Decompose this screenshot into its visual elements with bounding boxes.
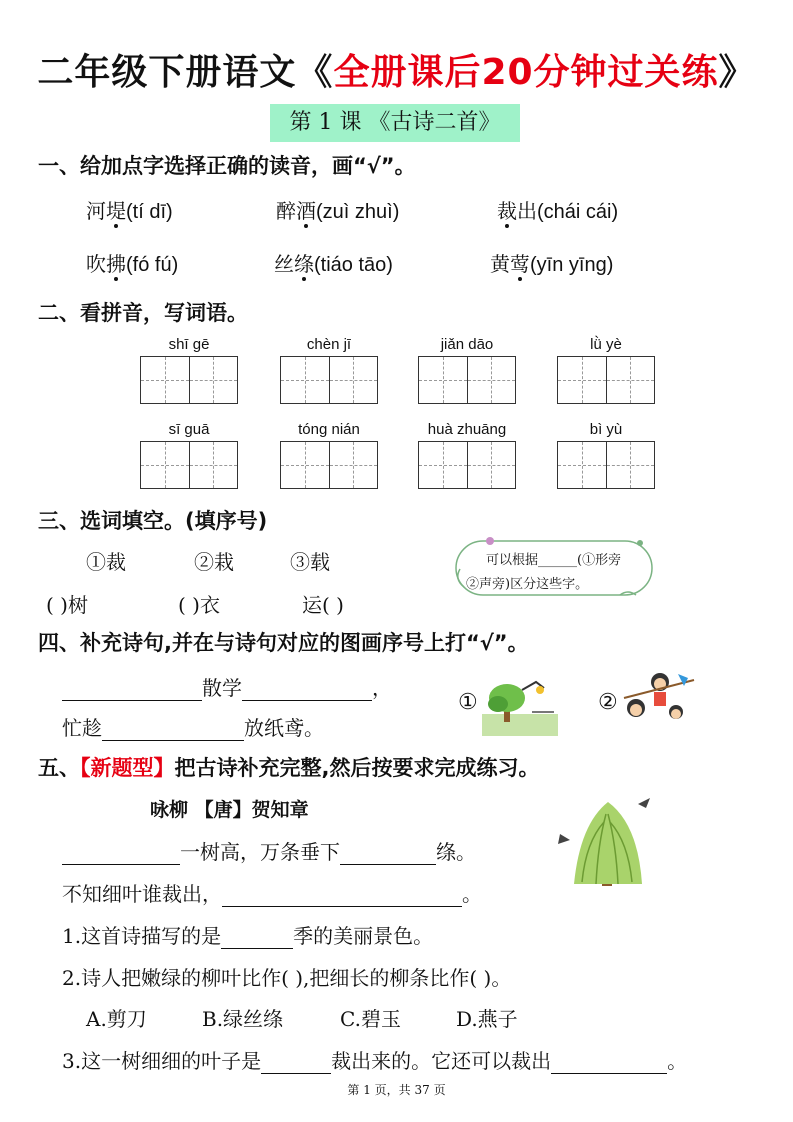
writing-grid[interactable] bbox=[140, 441, 238, 489]
reading-item: 河堤(tí dī) bbox=[86, 199, 173, 223]
answer-blank[interactable] bbox=[242, 678, 372, 701]
section3-heading: 三、选词填空。(填序号) bbox=[38, 509, 268, 533]
writing-grid[interactable] bbox=[418, 441, 516, 489]
poem-title: 咏柳 【唐】贺知章 bbox=[150, 799, 309, 821]
title-highlight: 全册课后20分钟过关练 bbox=[333, 52, 719, 93]
pinyin-label: sī guā bbox=[168, 421, 210, 438]
writing-grid[interactable] bbox=[280, 441, 378, 489]
fill-blank[interactable]: ( )树 bbox=[46, 593, 88, 617]
option-item: ③载 bbox=[290, 550, 330, 574]
poem-line: 散学 ， bbox=[62, 672, 392, 701]
fill-blank[interactable]: 运( ) bbox=[302, 593, 344, 617]
pinyin-label: bì yù bbox=[589, 421, 623, 438]
choice-item: C.碧玉 bbox=[340, 1007, 401, 1031]
choice-item: A.剪刀 bbox=[86, 1007, 147, 1031]
writing-grid[interactable] bbox=[557, 356, 655, 404]
writing-grid[interactable] bbox=[280, 356, 378, 404]
question-2: 2.诗人把嫩绿的柳叶比作( ),把细长的柳条比作( )。 bbox=[62, 966, 512, 990]
page-footer: 第 1 页，共 37 页 bbox=[347, 1083, 446, 1097]
writing-grid[interactable] bbox=[140, 356, 238, 404]
option-item: ②栽 bbox=[194, 550, 234, 574]
answer-blank[interactable] bbox=[340, 842, 436, 865]
page-title: 二年级下册语文《全册课后20分钟过关练》 bbox=[37, 52, 756, 93]
hint-line1: 可以根据______(①形旁 bbox=[486, 553, 622, 568]
poem-line: 忙趁 放纸鸢。 bbox=[62, 716, 324, 740]
answer-blank[interactable] bbox=[62, 678, 202, 701]
new-question-tag: 【新题型】 bbox=[80, 756, 175, 780]
pinyin-label: jiǎn dāo bbox=[440, 336, 494, 353]
choice-item: B.绿丝绦 bbox=[202, 1007, 284, 1031]
answer-blank[interactable] bbox=[102, 718, 244, 741]
reading-item: 丝绦(tiáo tāo) bbox=[274, 252, 393, 276]
hint-bubble bbox=[450, 533, 658, 601]
hint-line2: ②声旁)区分这些字。 bbox=[466, 577, 589, 592]
pinyin-label: lǜ yè bbox=[590, 336, 622, 353]
pinyin-label: shī gē bbox=[168, 336, 210, 353]
section4-heading: 四、补充诗句,并在与诗句对应的图画序号上打“√”。 bbox=[38, 631, 529, 655]
writing-grid[interactable] bbox=[418, 356, 516, 404]
poem-line: 一树高，万条垂下 绦。 bbox=[62, 836, 476, 865]
answer-blank[interactable] bbox=[221, 926, 293, 949]
question-3: 3.这一树细细的叶子是 裁出来的。它还可以裁出 。 bbox=[62, 1049, 688, 1073]
question-1: 1.这首诗描写的是 季的美丽景色。 bbox=[62, 924, 434, 948]
fill-blank[interactable]: ( )衣 bbox=[178, 593, 220, 617]
lesson-banner: 第 1 课 《古诗二首》 bbox=[270, 104, 520, 142]
reading-item: 醉酒(zuì zhuì) bbox=[276, 199, 400, 223]
reading-item: 吹拂(fó fú) bbox=[86, 252, 179, 276]
picture-label[interactable]: ② bbox=[598, 690, 618, 715]
pinyin-label: tóng nián bbox=[298, 421, 360, 438]
section5-heading: 五、【新题型】把古诗补充完整,然后按要求完成练习。 bbox=[38, 756, 540, 780]
schoolboys-picture-icon bbox=[482, 676, 558, 736]
writing-grid[interactable] bbox=[557, 441, 655, 489]
answer-blank[interactable] bbox=[551, 1051, 667, 1074]
pinyin-label: chèn jī bbox=[306, 336, 352, 353]
pinyin-label: huà zhuāng bbox=[427, 421, 507, 438]
picture-label[interactable]: ① bbox=[458, 690, 478, 715]
answer-blank[interactable] bbox=[261, 1051, 331, 1074]
option-item: ①裁 bbox=[86, 550, 126, 574]
poem-line: 不知细叶谁裁出， 。 bbox=[62, 882, 482, 906]
kite-children-picture-icon bbox=[622, 668, 698, 732]
answer-blank[interactable] bbox=[222, 884, 462, 907]
section1-heading: 一、给加点字选择正确的读音，画“√”。 bbox=[38, 154, 416, 178]
answer-blank[interactable] bbox=[62, 842, 180, 865]
section2-heading: 二、看拼音，写词语。 bbox=[38, 301, 248, 325]
willow-tree-picture-icon bbox=[556, 794, 660, 892]
reading-item: 裁出(chái cái) bbox=[497, 199, 619, 223]
reading-item: 黄莺(yīn yīng) bbox=[490, 252, 614, 276]
choice-item: D.燕子 bbox=[456, 1007, 518, 1031]
